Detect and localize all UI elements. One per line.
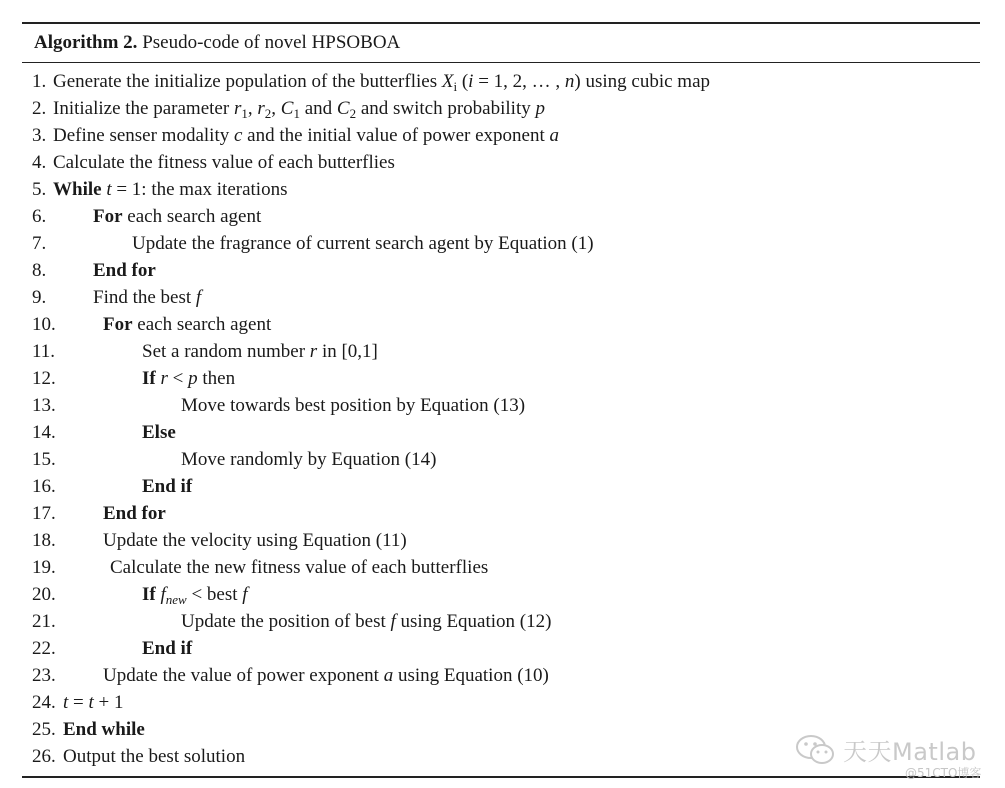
math-variable: C bbox=[336, 98, 350, 119]
line-text bbox=[132, 230, 594, 257]
text-run: Move randomly by Equation (14) bbox=[181, 449, 437, 470]
subscript: i bbox=[453, 79, 458, 94]
math-variable: r bbox=[160, 368, 168, 389]
math-variable: r bbox=[257, 98, 265, 119]
line-text bbox=[181, 446, 436, 473]
text-run: Update the fragrance of current search agent by Equation (1) bbox=[132, 233, 594, 254]
line-number: 4. bbox=[32, 152, 47, 173]
wechat-icon bbox=[795, 732, 837, 768]
keyword: End if bbox=[142, 476, 193, 497]
line-number: 26. bbox=[32, 746, 56, 767]
line-number: 19. bbox=[32, 557, 56, 578]
text-run: using Equation (12) bbox=[395, 611, 552, 632]
line-text bbox=[181, 608, 551, 635]
header-rule bbox=[22, 62, 980, 63]
line-number: 15. bbox=[32, 449, 56, 470]
text-run: then bbox=[197, 368, 236, 389]
math-variable: f bbox=[160, 584, 166, 605]
text-run: = 1, 2, … , bbox=[473, 71, 565, 92]
text-run: = 1: the max iterations bbox=[111, 179, 288, 200]
math-variable: r bbox=[233, 98, 242, 119]
text-run: using Equation (10) bbox=[393, 665, 549, 686]
line-text bbox=[53, 68, 710, 95]
line-number: 13. bbox=[32, 395, 56, 416]
line-text bbox=[142, 581, 248, 608]
text-run: ) using cubic map bbox=[574, 71, 711, 92]
line-number: 3. bbox=[32, 125, 47, 146]
text-run: Define senser modality bbox=[53, 125, 234, 146]
line-number: 1. bbox=[32, 71, 47, 92]
line-number: 22. bbox=[32, 638, 56, 659]
math-variable: f bbox=[390, 611, 396, 632]
line-text bbox=[142, 635, 192, 662]
keyword: End for bbox=[103, 503, 166, 524]
math-variable: p bbox=[535, 98, 545, 119]
line-text bbox=[53, 149, 395, 176]
line-number: 12. bbox=[32, 368, 56, 389]
text-run: and bbox=[299, 98, 337, 119]
text-run: Update the value of power exponent bbox=[103, 665, 384, 686]
line-text bbox=[63, 716, 145, 743]
math-variable: t bbox=[63, 692, 69, 713]
math-variable: r bbox=[309, 341, 318, 362]
line-text bbox=[103, 500, 166, 527]
text-run: each search agent bbox=[122, 206, 262, 227]
watermark-source: @51CTO博客 bbox=[905, 766, 982, 780]
line-number: 6. bbox=[32, 206, 47, 227]
line-number: 8. bbox=[32, 260, 47, 281]
text-run: and the initial value of power exponent bbox=[242, 125, 550, 146]
watermark-brand: 天天Matlab bbox=[843, 738, 977, 766]
text-run: Update the velocity using Equation (11) bbox=[103, 530, 407, 551]
subscript: 2 bbox=[349, 106, 357, 121]
line-number: 2. bbox=[32, 98, 47, 119]
text-run: and switch probability bbox=[356, 98, 536, 119]
line-text bbox=[110, 554, 488, 581]
math-variable: i bbox=[468, 71, 474, 92]
line-number: 5. bbox=[32, 179, 47, 200]
keyword: End for bbox=[93, 260, 156, 281]
subscript: 1 bbox=[241, 106, 248, 121]
watermark bbox=[795, 726, 985, 784]
line-text bbox=[103, 311, 271, 338]
line-number: 9. bbox=[32, 287, 47, 308]
line-text bbox=[93, 257, 156, 284]
line-text bbox=[103, 662, 549, 689]
subscript: 2 bbox=[264, 106, 272, 121]
math-variable: n bbox=[564, 71, 575, 92]
text-run: + 1 bbox=[93, 692, 124, 713]
keyword: End while bbox=[63, 719, 145, 740]
text-run: Update the position of best bbox=[181, 611, 391, 632]
math-variable: a bbox=[549, 125, 559, 146]
keyword: For bbox=[93, 206, 123, 227]
line-text bbox=[142, 419, 176, 446]
top-rule bbox=[22, 22, 980, 24]
keyword: End if bbox=[142, 638, 193, 659]
algorithm-label: Algorithm 2. bbox=[34, 32, 138, 53]
math-variable: c bbox=[233, 125, 243, 146]
line-text bbox=[53, 176, 287, 203]
text-run: , bbox=[271, 98, 281, 119]
text-run: ( bbox=[457, 71, 469, 92]
line-text bbox=[142, 365, 235, 392]
text-run: Generate the initialize population of the butterflies bbox=[53, 71, 442, 92]
math-variable: f bbox=[195, 287, 202, 308]
line-text bbox=[93, 203, 261, 230]
line-number: 17. bbox=[32, 503, 56, 524]
text-run: Output the best solution bbox=[63, 746, 246, 767]
line-number: 21. bbox=[32, 611, 56, 632]
math-variable: t bbox=[106, 179, 112, 200]
line-text bbox=[93, 284, 201, 311]
keyword: While bbox=[53, 179, 102, 200]
text-run: Initialize the parameter bbox=[53, 98, 234, 119]
keyword: If bbox=[142, 584, 156, 605]
text-run: Move towards best position by Equation (13) bbox=[181, 395, 526, 416]
math-variable: f bbox=[242, 584, 248, 605]
text-run: < best bbox=[186, 584, 243, 605]
line-number: 14. bbox=[32, 422, 56, 443]
line-text bbox=[103, 527, 407, 554]
text-run: < bbox=[167, 368, 189, 389]
line-text bbox=[63, 689, 124, 716]
line-number: 11. bbox=[32, 341, 56, 362]
math-variable: C bbox=[280, 98, 294, 119]
text-run: = bbox=[68, 692, 89, 713]
line-number: 16. bbox=[32, 476, 56, 497]
text-run: , bbox=[247, 98, 258, 119]
line-text bbox=[63, 743, 245, 770]
line-number: 23. bbox=[32, 665, 56, 686]
math-variable: X bbox=[441, 71, 454, 92]
algorithm-title: Pseudo-code of novel HPSOBOA bbox=[142, 32, 401, 53]
line-number: 24. bbox=[32, 692, 56, 713]
keyword: Else bbox=[142, 422, 176, 443]
text-run: in [0,1] bbox=[317, 341, 378, 362]
text-run: Calculate the new fitness value of each butterflies bbox=[110, 557, 489, 578]
math-variable: a bbox=[383, 665, 394, 686]
text-run: Calculate the fitness value of each butterflies bbox=[53, 152, 395, 173]
keyword: If bbox=[142, 368, 156, 389]
subscript: new bbox=[165, 592, 187, 607]
subscript: 1 bbox=[293, 106, 300, 121]
text-run: Find the best bbox=[93, 287, 196, 308]
math-variable: p bbox=[188, 368, 198, 389]
line-text bbox=[142, 338, 378, 365]
math-variable: t bbox=[88, 692, 94, 713]
line-text bbox=[53, 95, 545, 122]
line-number: 7. bbox=[32, 233, 47, 254]
algorithm-caption bbox=[34, 30, 400, 56]
text-run: each search agent bbox=[132, 314, 272, 335]
keyword: For bbox=[103, 314, 133, 335]
line-number: 10. bbox=[32, 314, 56, 335]
line-number: 25. bbox=[32, 719, 56, 740]
line-text bbox=[142, 473, 192, 500]
line-number: 18. bbox=[32, 530, 56, 551]
line-number: 20. bbox=[32, 584, 56, 605]
line-text bbox=[53, 122, 559, 149]
text-run: Set a random number bbox=[142, 341, 310, 362]
line-text bbox=[181, 392, 525, 419]
